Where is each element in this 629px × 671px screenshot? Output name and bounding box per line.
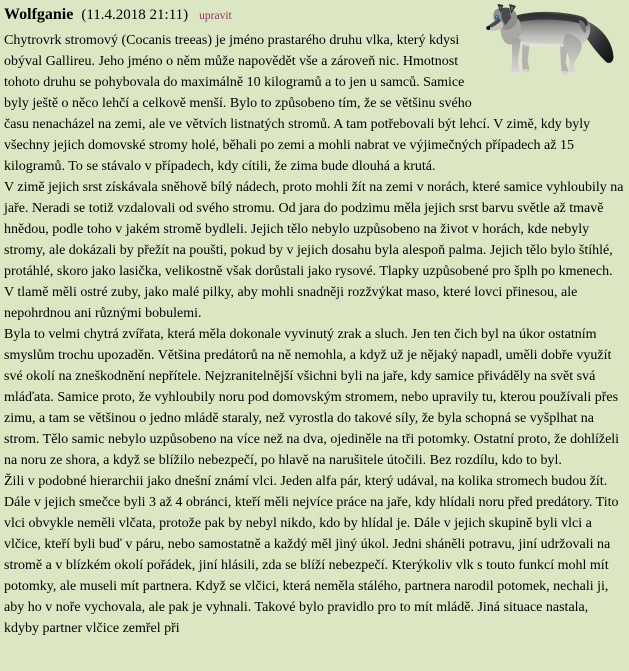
wolf-image	[484, 4, 624, 82]
post-paragraph-2: V zimě jejich srst získávala sněhově bílý nádech, proto mohli žít na zemi v norách, které samice vyhloubily na jaře. Neradi se totiž vzdalovali od svého stromu. Od jara do podzimu měla jejich srst barvu světle až tmavě hnědou, podle toho v jakém stromě bydleli. Jejich tělo nebylo uzpůsobeno na život v horách, kde nebyly stromy, ale dokázali by přežít na poušti, pokud by v jejich dosahu byla alespoň palma. Jejich tělo bylo štíhlé, protáhlé, skoro jako lasička, velikostně však dorůstali jako rysové. Tlapky uzpůsobené pro šplh po kmenech. V tlamě měli ostré zuby, jako malé pilky, aby mohli snadněji rozžvýkat maso, které lovci přinesou, ale nepohrdnou ani různými bobulemi.	[4, 180, 624, 321]
post-paragraph-1: Chytrovrk stromový (Cocanis treeas) je jméno prastarého druhu vlka, který kdysi obýval Gallireu. Jeho jméno o něm může napovědět vše a zároveň nic. Hmotnost tohoto druhu se pohybovala do maximálně 10 kilogramů a to jen u samců. Samice byly ještě o něco lehčí a celkově menší. Bylo to způsobeno tím, že se většinu svého času nenacházel na zemi, ale ve větvích listnatých stromů. A tam potřebovali být lehcí. V zimě, kdy byly všechny jejich domovské stromy holé, běhali po zemi a mohli nabrat ve výjimečných případech až 15 kilogramů. To se stávalo v případech, kdy cítili, že zima bude dlouhá a krutá.	[4, 33, 591, 174]
post-title: Wolfganie	[4, 6, 74, 23]
wolf-illustration	[484, 4, 624, 82]
post-paragraph-3: Byla to velmi chytrá zvířata, která měla dokonale vyvinutý zrak a sluch. Jen ten čich byl na úkor ostatním smyslům trochu upozaděn. Většina predátorů na ně nemohla, a když už je nějaký napadl, uměli dobře využít své okolí na zneškodnění nepřítele. Nejzranitelnější všichni byli na jaře, kdy samice přiváděly na svět svá mláďata. Samice proto, že vyhloubily noru pod domovským stromem, nebo upravily tu, kterou používali přes zimu, a tam se většinou o jedno mládě staraly, než vyrostla do takové síly, že byla schopná se vyšplhat na strom. Tělo samic nebylo uzpůsobeno na více než na dva, ojediněle na tři potomky. Ostatní proto, že dohlíželi na noru ze shora, a když se blížilo nebezpečí, po hlavě na narušitele útočili. Bez rozdílu, kdo to byl.	[4, 327, 620, 468]
edit-link[interactable]: upravit	[199, 10, 232, 22]
post-paragraph-4: Žili v podobné hierarchii jako dnešní známí vlci. Jeden alfa pár, který udával, na kolika stromech budou žít. Dále v jejich smečce byli 3 až 4 obránci, kteří měli nejvíce práce na jaře, kdy hlídali noru před predátory. Tito vlci obvykle neměli vlčata, protože pak by nebyl nikdo, kdo by hlídal je. Dále v jejich skupině byli vlci a vlčice, kteří byli buď v páru, nebo samostatně a každý měl jiný úkol. Jedni sháněli potravu, jiní udržovali na stromě a v blízkém okolí pořádek, jiní hlásili, zda se blíží nebezpečí. Kterýkoliv vlk s touto funkcí mohl mít potomky, ale museli mít partnera. Když se vlčici, která neměla stálého, partnera narodil potomek, nechali ji, aby ho v noře vychovala, ale pak je vyhnali. Takové bylo pravidlo pro to mít mládě. Jiná situace nastala, kdyby partner vlčice zemřel při	[4, 474, 619, 636]
post-date: (11.4.2018 21:11)	[81, 7, 189, 23]
